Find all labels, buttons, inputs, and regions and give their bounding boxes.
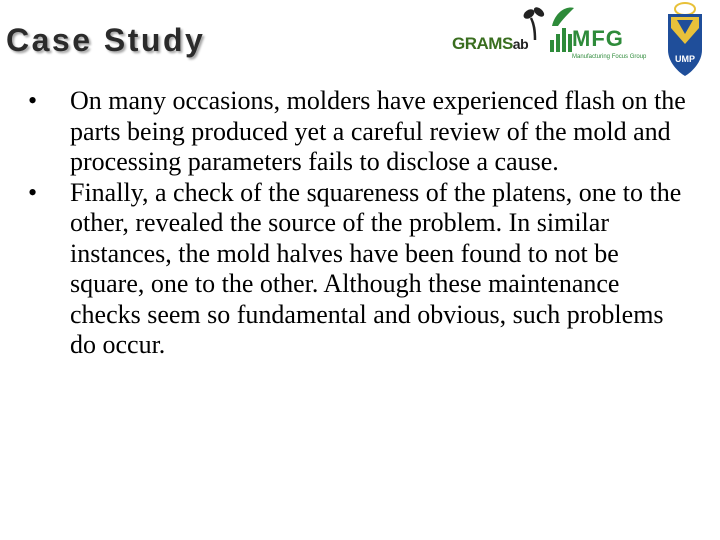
mfg-logo-tagline: Manufacturing Focus Group: [572, 54, 647, 60]
grams-logo-main: GRAMS: [452, 34, 513, 53]
grams-logo-suffix: ab: [512, 36, 529, 52]
bullet-text: Finally, a check of the squareness of the platens, one to the other, revealed the source of the problem. In similar instances, the mold halves have been found to not be square, one to the other. Although these maintenance checks seem so fundamental and obvious, such problems do occur.: [70, 177, 682, 359]
logo-bar: [450, 0, 720, 80]
bullet-marker: •: [28, 86, 38, 115]
bullet-item: [28, 178, 688, 361]
bullet-text: On many occasions, molders have experienced flash on the parts being produced yet a careful review of the mold and processing parameters fails to disclose a cause.: [70, 86, 686, 176]
mfg-logo-text: MFG: [572, 26, 624, 51]
ump-crest-icon: [662, 0, 708, 78]
bullet-item: [28, 86, 688, 178]
bullet-list: [28, 86, 688, 361]
bullet-marker: •: [28, 177, 38, 207]
ump-logo-text: UMP: [675, 54, 695, 64]
slide-title: Case Study: [6, 22, 206, 58]
grams-logo-text: [452, 34, 528, 54]
